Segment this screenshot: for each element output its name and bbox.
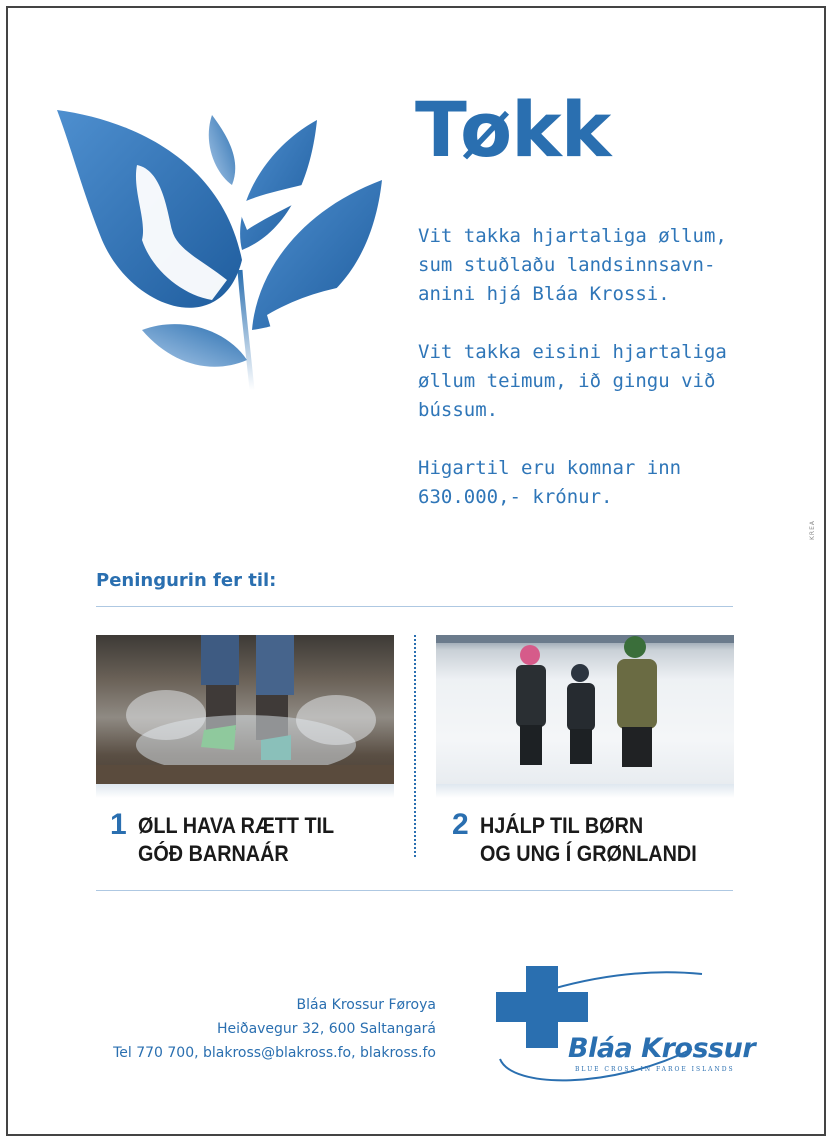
photo-shadow <box>436 784 734 798</box>
item-number: 2 <box>452 808 469 841</box>
item-text: HJÁLP TIL BØRN OG UNG Í GRØNLANDI <box>480 813 697 866</box>
splash-image-icon <box>96 635 394 785</box>
item-text: ØLL HAVA RÆTT TIL GÓÐ BARNAÁR <box>138 813 335 866</box>
thank-you-text <box>418 222 768 541</box>
dotted-divider <box>414 635 416 857</box>
photo-shadow <box>96 784 394 798</box>
goal-item-1 <box>110 808 356 868</box>
headline: Tøkk <box>415 85 611 174</box>
address-line: Tel 770 700, blakross@blakross.fo, blakross.fo <box>113 1045 436 1061</box>
goal-item-2 <box>452 808 721 868</box>
side-label: KREA <box>809 520 816 540</box>
divider <box>96 606 733 607</box>
divider <box>96 890 733 891</box>
brand-name: Bláa Krossur <box>568 1033 756 1064</box>
address-line: Heiðavegur 32, 600 Saltangará <box>216 1021 436 1037</box>
section-title: Peningurin fer til: <box>96 570 277 591</box>
snow-image-icon <box>436 635 734 785</box>
brand-tagline: BLUE CROSS IN FAROE ISLANDS <box>575 1066 735 1073</box>
address-line: Bláa Krossur Føroya <box>296 997 436 1013</box>
contact-address <box>96 993 436 1065</box>
paragraph: Higartil eru komnar inn 630.000,- krónur. <box>418 457 682 508</box>
paragraph: Vit takka hjartaliga øllum, sum stuðlaðu landsinnsavn- anini hjá Bláa Krossi. <box>418 225 727 305</box>
leaves-hands-logo-icon <box>52 100 387 435</box>
paragraph: Vit takka eisini hjartaliga øllum teimum, ið gingu við bússum. <box>418 341 727 421</box>
item-number: 1 <box>110 808 127 841</box>
photo-children-snow <box>436 635 734 785</box>
photo-splashing-feet <box>96 635 394 785</box>
